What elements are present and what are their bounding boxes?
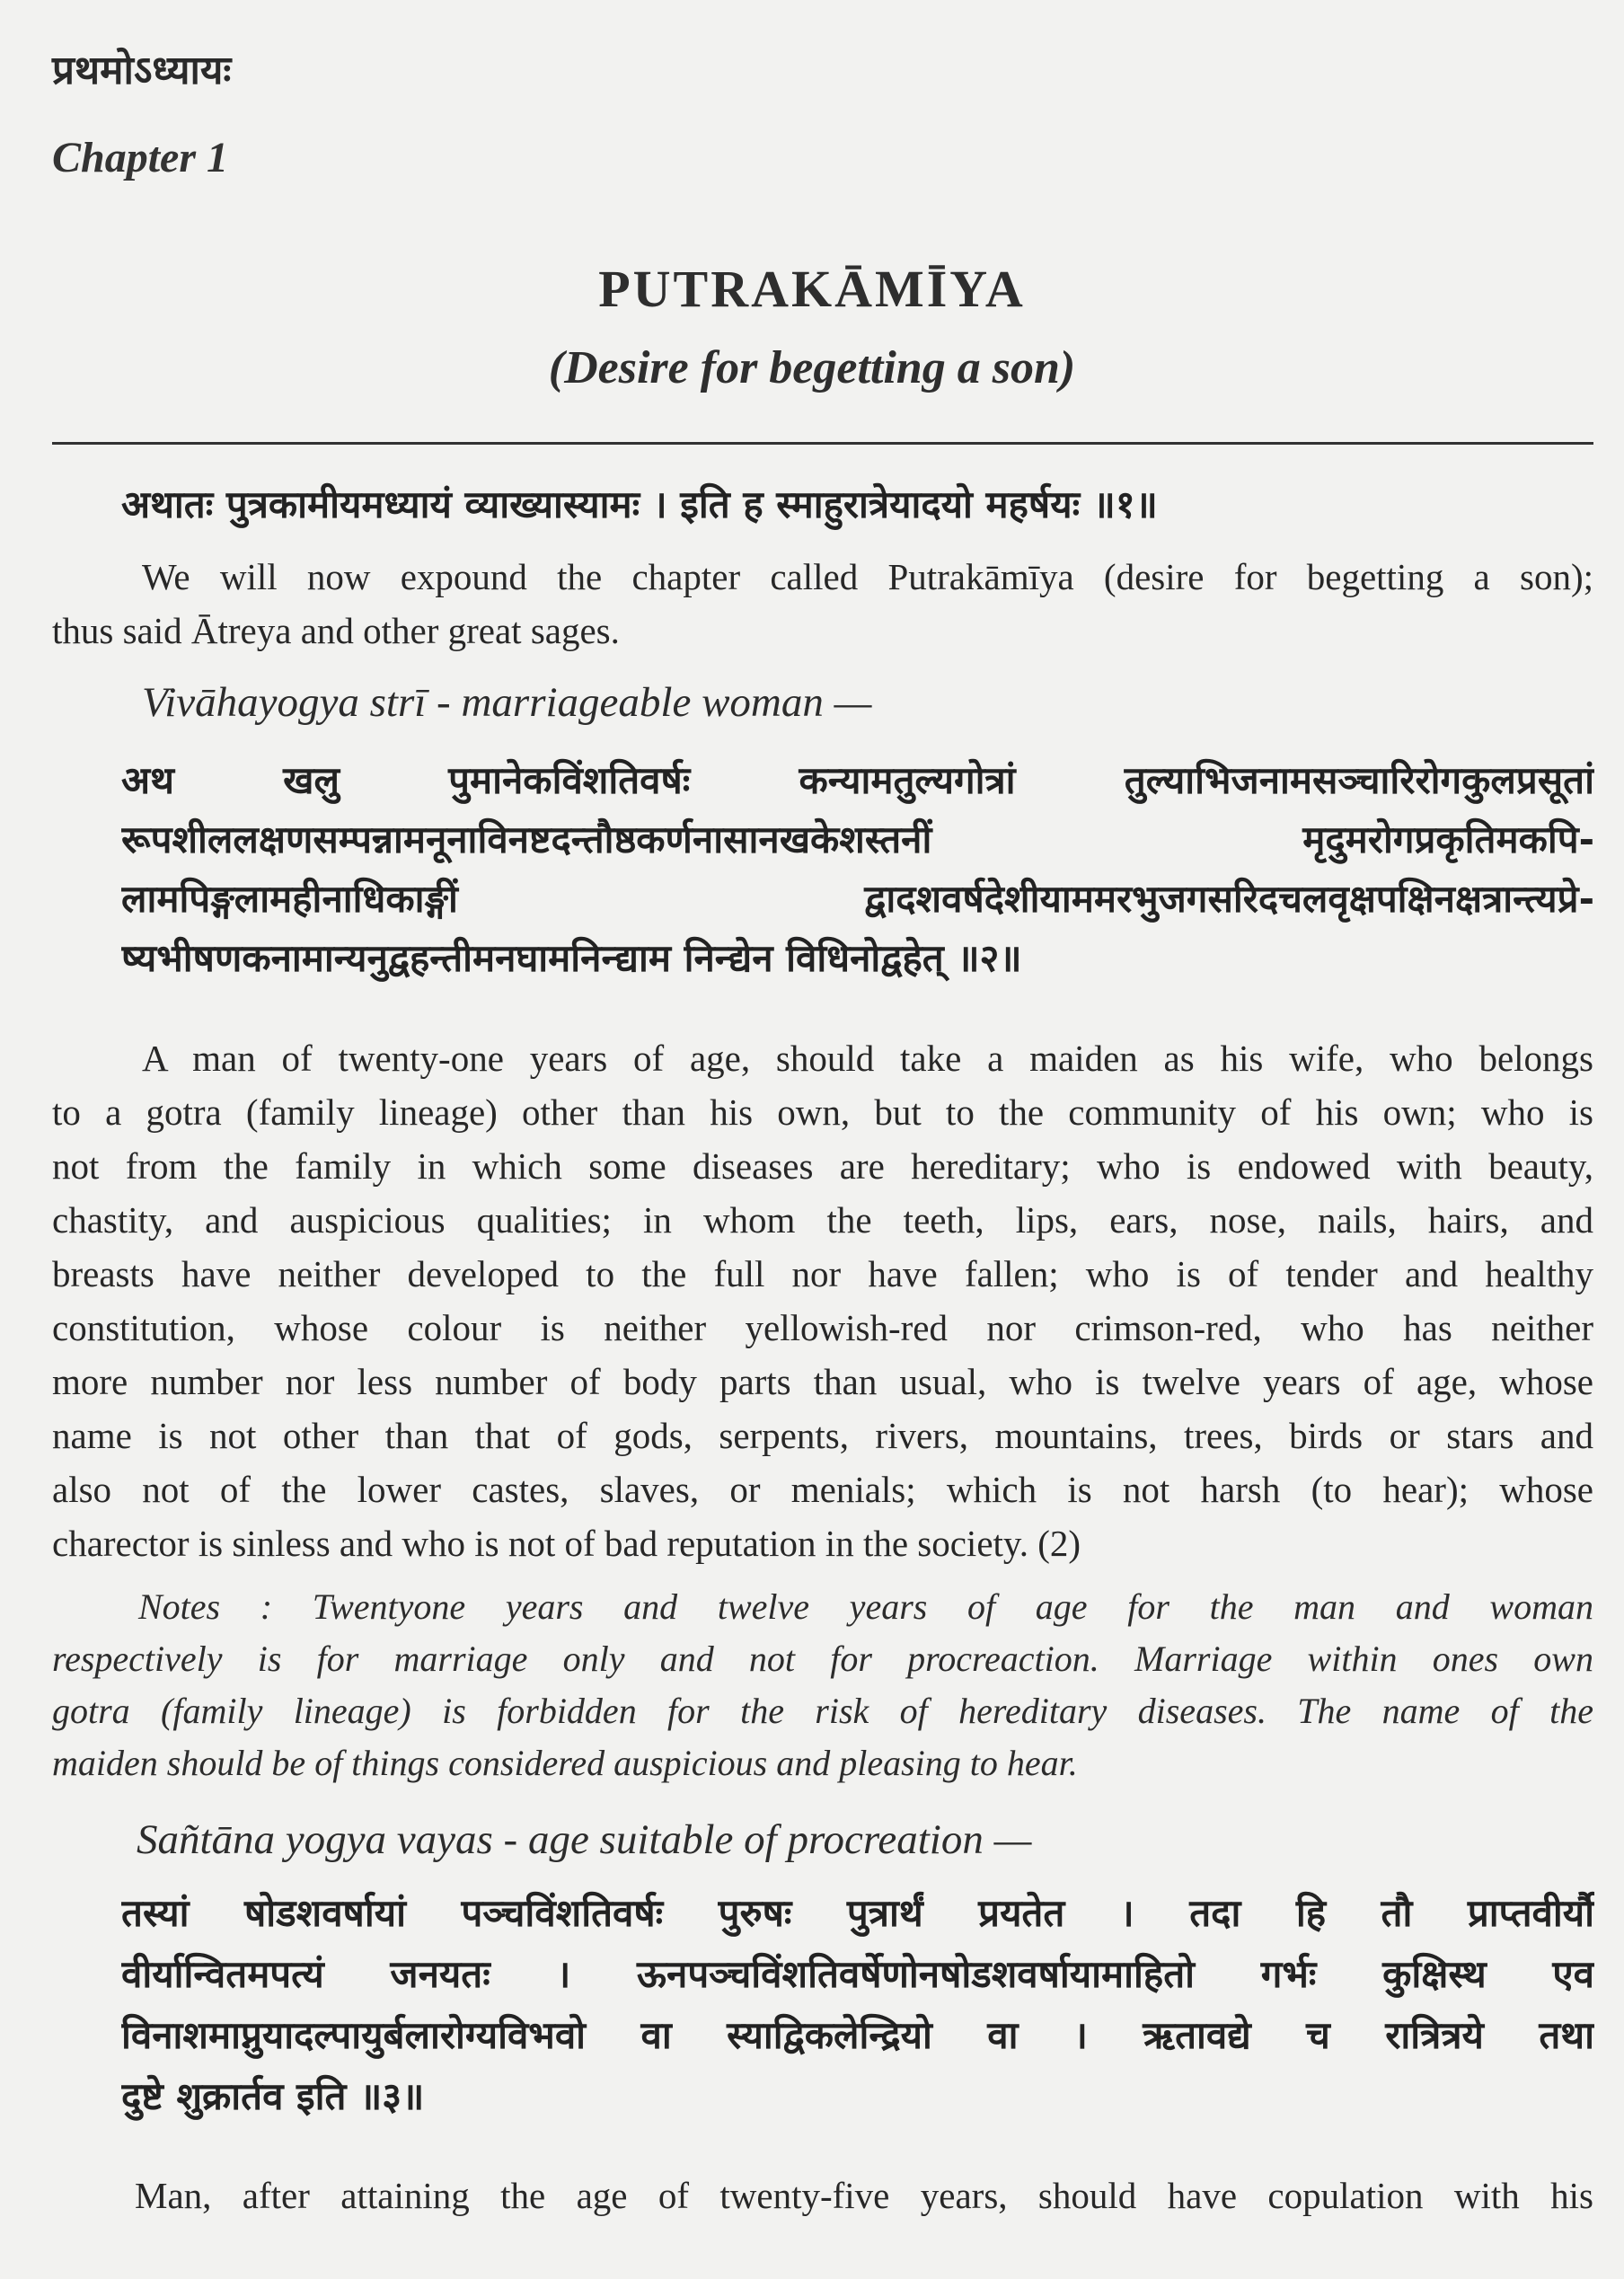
verse-3-sanskrit bbox=[121, 1883, 1594, 2127]
notes-line: Notes : Twentyone years and twelve years of age for the man and woman bbox=[138, 1586, 1593, 1627]
translation-line: A man of twenty-one years of age, should take a maiden as his wife, who belongs bbox=[142, 1038, 1593, 1079]
translation-line: breasts have neither developed to the full nor have fallen; who is of tender and healthy bbox=[52, 1253, 1593, 1294]
translation-line: chastity, and auspicious qualities; in whom the teeth, lips, ears, nose, nails, hairs, and bbox=[52, 1199, 1593, 1241]
translation-line: not from the family in which some diseases are hereditary; who is endowed with beauty, bbox=[52, 1145, 1593, 1187]
verse-2-notes bbox=[52, 1581, 1593, 1789]
sanskrit-line: लामपिङ्गलामहीनाधिकाङ्गीं द्वादशवर्षदेशीयाममरभुजगसरिदचलवृक्षपक्षिनक्षत्रान्त्यप्रे- bbox=[121, 877, 1594, 921]
translation-line: more number nor less number of body parts than usual, who is twelve years of age, whose bbox=[52, 1361, 1593, 1402]
translation-line: We will now expound the chapter called Putrakāmīya (desire for begetting a son); bbox=[142, 556, 1593, 597]
sanskrit-line: ष्यभीषणकनामान्यनुद्वहन्तीमनघामनिन्द्याम निन्द्येन विधिनोद्वहेत् ॥२॥ bbox=[121, 936, 1022, 980]
sanskrit-line: विनाशमाप्नुयादल्पायुर्बलारोग्यविभवो वा स्याद्विकलेन्द्रियो वा । ऋतावद्ये च रात्रित्रये तथा bbox=[121, 2013, 1594, 2057]
sanskrit-line: तस्यां षोडशवर्षायां पञ्चविंशतिवर्षः पुरुषः पुत्रार्थं प्रयतेत । तदा हि तौ प्राप्तवीर्यौ bbox=[121, 1891, 1594, 1935]
notes-line: respectively is for marriage only and not for procreaction. Marriage within ones own bbox=[52, 1639, 1593, 1679]
translation-line: Man, after attaining the age of twenty-five years, should have copulation with his bbox=[135, 2175, 1593, 2216]
sanskrit-line: दुष्टे शुक्रार्तव इति ॥३॥ bbox=[121, 2074, 425, 2118]
translation-line: also not of the lower castes, slaves, or menials; which is not harsh (to hear); whose bbox=[52, 1469, 1593, 1510]
translation-line: thus said Ātreya and other great sages. bbox=[52, 610, 620, 651]
notes-line: maiden should be of things considered auspicious and pleasing to hear. bbox=[52, 1743, 1078, 1783]
notes-line: gotra (family lineage) is forbidden for the risk of hereditary diseases. The name of the bbox=[52, 1691, 1593, 1731]
section-heading-marriageable-woman: Vivāhayogya strī - marriageable woman — bbox=[142, 679, 872, 726]
title-divider bbox=[52, 442, 1593, 445]
verse-3-translation bbox=[52, 2169, 1593, 2222]
chapter-title: PUTRAKĀMĪYA bbox=[598, 260, 1026, 318]
sanskrit-line: रूपशीललक्षणसम्पन्नामनूनाविनष्टदन्तौष्ठकर्णनासानखकेशस्तनीं मृदुमरोगप्रकृतिमकपि- bbox=[121, 817, 1594, 861]
section-heading-procreation-age: Sañtāna yogya vayas - age suitable of procreation — bbox=[137, 1816, 1032, 1863]
chapter-subtitle: (Desire for begetting a son) bbox=[548, 342, 1076, 393]
verse-1-sanskrit: अथातः पुत्रकामीयमध्यायं व्याख्यास्यामः । इति ह स्माहुरात्रेयादयो महर्षयः ॥१॥ bbox=[121, 482, 1158, 526]
translation-line: charector is sinless and who is not of bad reputation in the society. (2) bbox=[52, 1523, 1081, 1564]
chapter-label: Chapter 1 bbox=[52, 134, 229, 181]
translation-line: name is not other than that of gods, serpents, rivers, mountains, trees, birds or stars and bbox=[52, 1415, 1593, 1456]
sanskrit-line: अथ खलु पुमानेकविंशतिवर्षः कन्यामतुल्यगोत्रां तुल्याभिजनामसञ्चारिरोगकुलप्रसूतां bbox=[121, 758, 1594, 802]
verse-2-translation bbox=[52, 1031, 1593, 1570]
verse-2-sanskrit bbox=[121, 751, 1594, 988]
verse-1-translation bbox=[52, 550, 1593, 658]
sanskrit-chapter-heading: प्रथमोऽध्यायः bbox=[52, 48, 232, 93]
translation-line: constitution, whose colour is neither yellowish-red nor crimson-red, who has neither bbox=[52, 1307, 1593, 1348]
translation-line: to a gotra (family lineage) other than his own, but to the community of his own; who is bbox=[52, 1091, 1593, 1133]
sanskrit-line: वीर्यान्वितमपत्यं जनयतः । ऊनपञ्चविंशतिवर्षेणोनषोडशवर्षायामाहितो गर्भः कुक्षिस्थ एव bbox=[121, 1952, 1594, 1996]
